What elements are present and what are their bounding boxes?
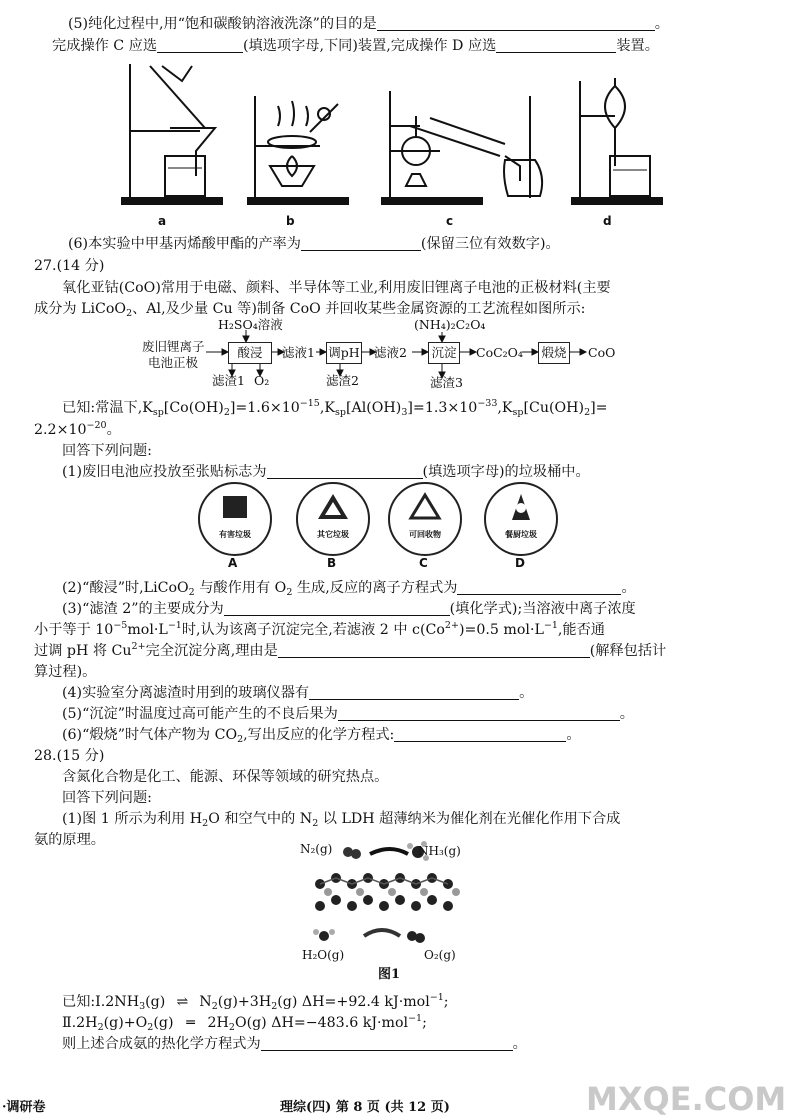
- flow-residue-3: 滤渣3: [430, 375, 463, 390]
- flow-reagent-oxalate: (NH₄)₂C₂O₄: [414, 317, 486, 332]
- q27-part3-line2: 小于等于 $10^{-5}mol\cdot L^{-1}$时,认为该离子沉淀完全,若滤液 2 中 $c(Co^{2+})=0.5$ $mol\cdot L^{-1}$,能否通: [34, 620, 605, 638]
- bin-label-hazardous: 有害垃圾: [219, 529, 251, 539]
- q28-final: 则上述合成氨的热化学方程式为 。: [62, 1036, 527, 1052]
- q26-part6: (6)本实验中甲基丙烯酸甲酯的产率为 (保留三位有效数字)。: [68, 236, 560, 252]
- q27-known-2: $2.2\times 10^{-20}$。: [34, 420, 121, 438]
- q27-part3-line1: (3)“滤渣 2”的主要成分为 (填化学式);当溶液中离子浓度: [62, 601, 636, 617]
- hazard-icon: [223, 496, 247, 518]
- flow-start-2: 电池正极: [148, 355, 199, 370]
- bin-hazardous: [198, 482, 272, 556]
- footer-page: 理综(四) 第 8 页 (共 12 页): [280, 1100, 450, 1115]
- q27-part2: (2)“酸浸”时,LiCoO$_2$ 与酸作用有 $O_2$ 生成,反应的离子方程式为 。: [62, 580, 636, 598]
- flow-reagent-h2so4: H₂SO₄溶液: [218, 317, 283, 332]
- bin-letter-b: B: [327, 556, 337, 570]
- flow-residue-1: 滤渣1: [212, 373, 245, 388]
- flow-product-coo: CoO: [588, 345, 616, 360]
- bin-letter-a: A: [228, 556, 238, 570]
- bin-other: [296, 482, 370, 556]
- q27-part3-line4: 算过程)。: [34, 664, 97, 680]
- fig-label-o2: O₂(g): [424, 948, 456, 962]
- bin-letter-c: C: [419, 556, 428, 570]
- bin-label-kitchen: 餐厨垃圾: [505, 529, 537, 539]
- flow-filtrate-2: 滤液2: [374, 345, 407, 360]
- q28-intro: 含氮化合物是化工、能源、环保等领域的研究热点。: [62, 769, 389, 785]
- q28-equation-1: 已知$:Ⅰ.2NH_3(g)$ ⇌ $N_2(g)+3H_2(g)$ ΔH=+92.4 kJ·mol$^{-1}$;: [62, 992, 449, 1012]
- footer-left: ·调研卷: [2, 1100, 46, 1115]
- fig-label-nh3: NH₃(g): [418, 844, 461, 858]
- q28-part1-line2: 氨的原理。: [34, 832, 105, 848]
- flow-box-precipitate: 沉淀: [428, 342, 460, 364]
- fig-label-n2: N₂(g): [300, 842, 333, 856]
- bin-recyclable: [388, 482, 462, 556]
- apparatus-label-b: b: [286, 214, 295, 228]
- flowchart-arrows: [0, 317, 744, 390]
- q27-intro-1: 氧化亚钴(CoO)常用于电磁、颜料、半导体等工业,利用废旧锂离子电池的正极材料(主要: [62, 280, 611, 296]
- watermark: MXQE.COM: [586, 1080, 786, 1118]
- q26-part5-line1: (5)纯化过程中,用“饱和碳酸钠溶液洗涤”的目的是 。: [68, 16, 669, 32]
- fig-label-h2o: H₂O(g): [302, 948, 345, 962]
- bin-label-recyclable: 可回收物: [409, 529, 441, 539]
- flow-start-1: 废旧锂离子: [142, 339, 205, 354]
- flow-o2: O₂: [254, 373, 270, 388]
- q27-part5: (5)“沉淀”时温度过高可能产生的不良后果为 。: [62, 706, 634, 722]
- q27-answer: 回答下列问题:: [62, 443, 152, 459]
- flow-box-calcine: 煅烧: [538, 342, 570, 364]
- q27-part3-line3: 过调 pH 将 $Cu^{2+}$完全沉淀分离,理由是 (解释包括计: [34, 641, 667, 659]
- apparatus-label-d: d: [603, 214, 612, 228]
- apparatus-label-c: c: [446, 214, 454, 228]
- flow-box-adjust-ph: 调pH: [326, 342, 362, 364]
- recycle-icon: [408, 492, 442, 522]
- bin-letter-d: D: [515, 556, 525, 570]
- q27-part4: (4)实验室分离滤渣时用到的玻璃仪器有 。: [62, 685, 534, 701]
- flow-product-coc2o4: CoC₂O₄: [476, 345, 523, 360]
- fig-caption: 图1: [378, 967, 401, 982]
- apparatus-figure: [110, 56, 670, 228]
- apparatus-label-a: a: [158, 214, 167, 228]
- bin-kitchen: [484, 482, 558, 556]
- q27-known-1: 已知:常温下$,K_{sp}[Co(OH)_2]=1.6\times 10^{-15},K_{sp}[Al(OH)_3]=1.3\times 10^{-33},K_{sp}[Cu(OH)_2]=$: [62, 398, 608, 418]
- q27-part6: (6)“煅烧”时气体产物为 $CO_2$,写出反应的化学方程式: 。: [62, 727, 581, 745]
- food-waste-icon: [506, 490, 536, 524]
- q27-number: 27.(14 分): [34, 258, 105, 274]
- q28-part1-line1: (1)图 1 所示为利用 $H_2O$ 和空气中的 $N_2$ 以 LDH 超薄纳米为催化剂在光催化作用下合成: [62, 811, 621, 829]
- flow-residue-2: 滤渣2: [326, 373, 359, 388]
- q27-intro-2: 成分为 LiCoO$_2$、Al,及少量 Cu 等)制备 CoO 并回收某些金属资源的工艺流程如图所示:: [34, 301, 586, 319]
- flow-box-acid-leach: 酸浸: [228, 342, 272, 364]
- q28-number: 28.(15 分): [34, 748, 105, 764]
- q27-part1: (1)废旧电池应投放至张贴标志为 (填选项字母)的垃圾桶中。: [62, 464, 590, 480]
- q26-part5-line2: 完成操作 C 应选 (填选项字母,下同)装置,完成操作 D 应选 装置。: [52, 38, 659, 54]
- q28-equation-2: $Ⅱ.2H_2(g)+O_2(g)$ ═ $2H_2O(g)$ ΔH=−483.6 kJ·mol$^{-1}$;: [62, 1013, 427, 1033]
- flow-filtrate-1: 滤液1: [282, 345, 315, 360]
- q28-answer: 回答下列问题:: [62, 790, 152, 806]
- recycle-dark-icon: [316, 492, 350, 522]
- bin-label-other: 其它垃圾: [317, 529, 349, 539]
